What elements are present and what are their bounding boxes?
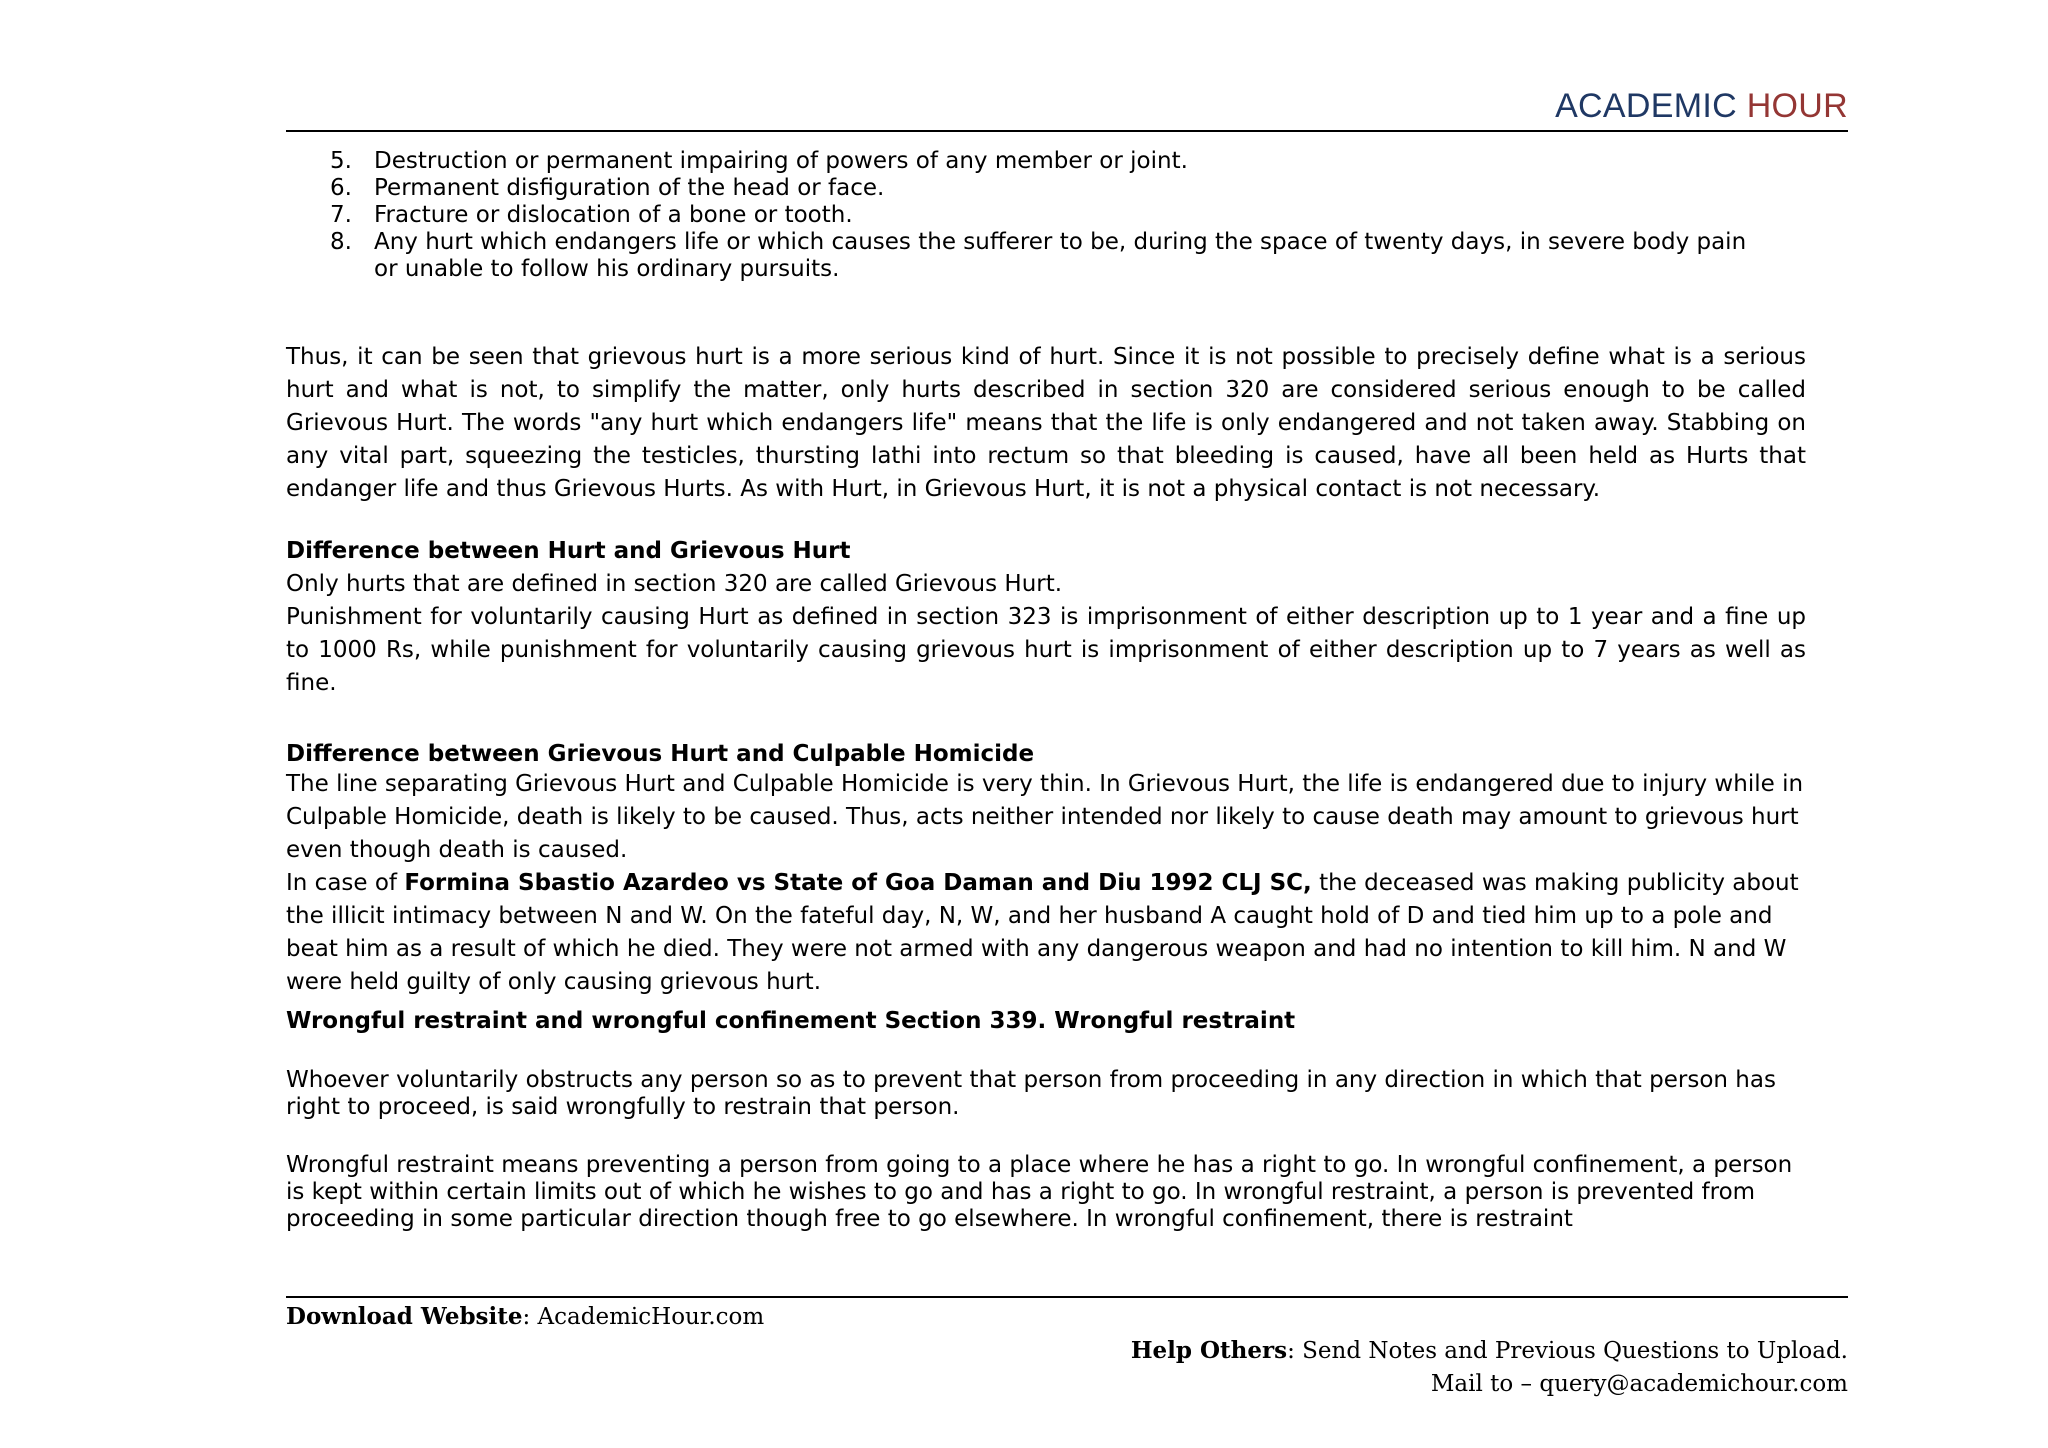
list-item-text: Permanent disfiguration of the head or face. bbox=[374, 175, 885, 201]
footer-help-text: : Send Notes and Previous Questions to Upload. bbox=[1287, 1338, 1848, 1364]
case-prefix: In case of bbox=[286, 870, 405, 896]
brand-part-academic: ACADEMIC bbox=[1555, 87, 1737, 125]
list-item bbox=[330, 175, 1806, 202]
brand-part-hour: HOUR bbox=[1746, 87, 1848, 125]
heading-wrongful-restraint: Wrongful restraint and wrongful confinement Section 339. Wrongful restraint bbox=[286, 1008, 1296, 1034]
list-item bbox=[330, 229, 1806, 283]
paragraph-grievous-hurt-explained: Thus, it can be seen that grievous hurt is a more serious kind of hurt. Since it is not possible to precisely define what is a serious hurt and what is not, to simplify the matter, only hurts described in section 320 are considered serious enough to be called Grievous Hurt. The words "any hurt which endangers life" means that the life is only endangered and not taken away. Stabbing on any vital part, squeezing the testicles, thursting lathi into rectum so that bleeding is caused, have all been held as Hurts that endanger life and thus Grievous Hurts. As with Hurt, in Grievous Hurt, it is not a physical contact is not necessary. bbox=[286, 344, 1806, 502]
footer-help-label: Help Others bbox=[1130, 1337, 1288, 1364]
list-item-text: Any hurt which endangers life or which causes the sufferer to be, during the space of twenty days, in severe body pain or unable to follow his ordinary pursuits. bbox=[374, 229, 1747, 282]
list-item-text: Destruction or permanent impairing of powers of any member or joint. bbox=[374, 148, 1188, 174]
page-content bbox=[286, 148, 1806, 1233]
list-item-text: Fracture or dislocation of a bone or tooth. bbox=[374, 202, 853, 228]
list-item-number: 7. bbox=[330, 202, 352, 228]
paragraph-case-law bbox=[286, 867, 1806, 999]
footer-download-link[interactable]: : AcademicHour.com bbox=[522, 1304, 765, 1330]
list-item-number: 6. bbox=[330, 175, 352, 201]
page-header bbox=[286, 86, 1848, 132]
heading-hurt-vs-grievous-hurt: Difference between Hurt and Grievous Hurt bbox=[286, 538, 851, 564]
footer-download-line bbox=[286, 1298, 1848, 1334]
grievous-hurt-list bbox=[286, 148, 1806, 283]
list-item-number: 8. bbox=[330, 229, 352, 255]
page-footer bbox=[286, 1296, 1848, 1401]
document-page bbox=[286, 0, 1848, 1448]
paragraph-thin-line: The line separating Grievous Hurt and Culpable Homicide is very thin. In Grievous Hurt, the life is endangered due to injury while in Culpable Homicide, death is likely to be caused. Thus, acts neither intended nor likely to cause death may amount to grievous hurt even though death is caused. bbox=[286, 771, 1804, 863]
heading-grievous-hurt-vs-culpable-homicide: Difference between Grievous Hurt and Culpable Homicide bbox=[286, 741, 1035, 767]
paragraph-restraint-vs-confinement: Wrongful restraint means preventing a person from going to a place where he has a right to go. In wrongful confinement, a person is kept within certain limits out of which he wishes to go and has a right to go. In wrongful restraint, a person is prevented from proceeding in some particular direction though free to go elsewhere. In wrongful confinement, there is restraint bbox=[286, 1152, 1793, 1232]
case-text: the deceased was making publicity about the illicit intimacy between N and W. On the fateful day, N, W, and her husband A caught hold of D and tied him up to a pole and beat him as a result of which he died. They were not armed with any dangerous weapon and had no intention to kill him. N and W were held guilty of only causing grievous hurt. bbox=[286, 870, 1799, 995]
paragraph-restraint-definition: Whoever voluntarily obstructs any person so as to prevent that person from proceeding in any direction in which that person has right to proceed, is said wrongfully to restrain that person. bbox=[286, 1067, 1776, 1120]
footer-mail-line[interactable]: Mail to – query@academichour.com bbox=[1430, 1371, 1848, 1397]
footer-help-line bbox=[286, 1334, 1848, 1368]
list-item bbox=[330, 148, 1806, 175]
case-name: Formina Sbastio Azardeo vs State of Goa Daman and Diu 1992 CLJ SC, bbox=[404, 870, 1312, 896]
paragraph-section-320: Only hurts that are defined in section 320 are called Grievous Hurt. bbox=[286, 571, 1063, 597]
list-item bbox=[330, 202, 1806, 229]
list-item-number: 5. bbox=[330, 148, 352, 174]
paragraph-punishment: Punishment for voluntarily causing Hurt as defined in section 323 is imprisonment of either description up to 1 year and a fine up to 1000 Rs, while punishment for voluntarily causing grievous hurt is imprisonment of either description up to 7 years as well as fine. bbox=[286, 604, 1806, 696]
footer-download-label: Download Website bbox=[286, 1303, 523, 1330]
brand-logo-text bbox=[1555, 87, 1848, 125]
